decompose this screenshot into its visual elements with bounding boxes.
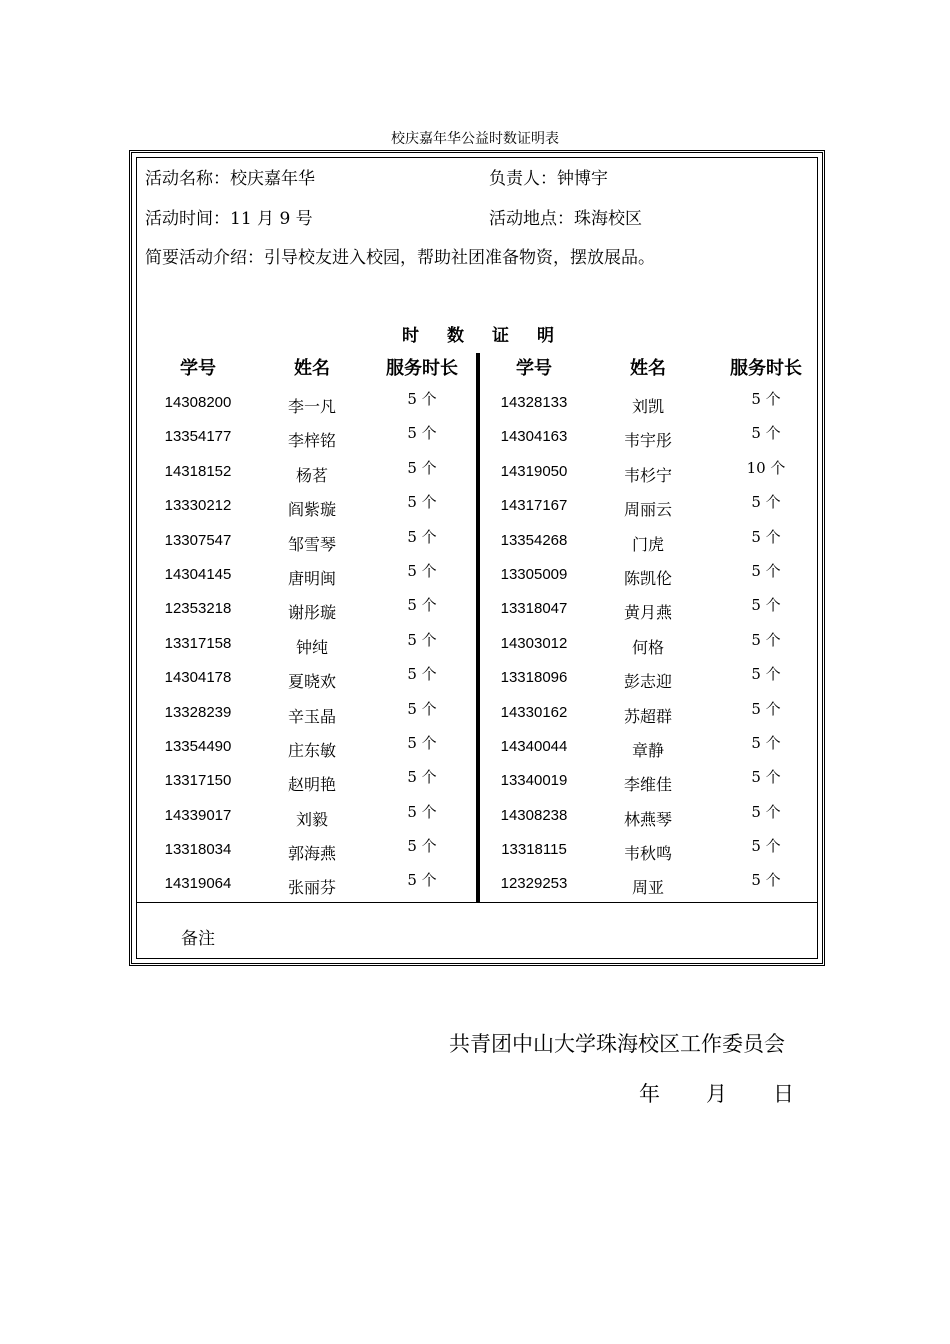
right-service-hours: 5 个 [751, 802, 781, 821]
issuing-organization: 共青团中山大学珠海校区工作委员会 [449, 1032, 785, 1056]
right-student-name: 黄月燕 [623, 603, 672, 623]
table-row [137, 663, 819, 697]
left-header-student-id: 学号 [180, 358, 216, 379]
right-student-name: 林燕琴 [623, 809, 672, 829]
right-service-hours: 5 个 [751, 837, 781, 856]
table-row [137, 388, 819, 422]
right-student-name: 陈凯伦 [623, 568, 672, 588]
table-row [137, 526, 819, 560]
right-student-name: 李维佳 [623, 775, 672, 795]
section-heading: 时数证明 [402, 326, 582, 346]
left-student-name: 刘毅 [295, 809, 328, 829]
date-line [639, 1078, 794, 1108]
table-row [137, 732, 819, 766]
right-student-id: 12329253 [500, 875, 568, 893]
right-student-name: 刘凯 [631, 397, 664, 416]
left-service-hours: 5 个 [407, 665, 437, 684]
right-student-name: 苏超群 [623, 706, 672, 726]
right-student-id: 13354268 [500, 531, 568, 549]
left-student-name: 郭海燕 [287, 844, 336, 864]
left-student-id: 13307547 [164, 531, 232, 549]
right-student-name: 彭志迎 [623, 672, 672, 692]
certificate-frame [129, 150, 825, 966]
left-student-name: 李梓铭 [287, 431, 336, 451]
left-service-hours: 5 个 [407, 699, 437, 718]
right-service-hours: 5 个 [751, 768, 781, 787]
left-service-hours: 5 个 [407, 802, 437, 821]
left-service-hours: 5 个 [407, 596, 437, 615]
left-student-id: 14318152 [164, 462, 232, 480]
right-service-hours: 5 个 [751, 424, 781, 443]
right-student-name: 韦秋鸣 [623, 844, 672, 864]
left-student-name: 张丽芬 [287, 878, 336, 898]
left-student-id: 12353218 [164, 600, 232, 618]
right-student-id: 14304163 [500, 428, 568, 446]
left-student-name: 唐明闽 [287, 568, 336, 588]
certificate-inner-frame [136, 157, 818, 959]
right-header-name: 姓名 [630, 358, 666, 379]
left-service-hours: 5 个 [407, 561, 437, 580]
volunteer-rows [137, 388, 819, 904]
left-student-id: 13317150 [164, 772, 232, 790]
right-student-name: 周丽云 [623, 500, 672, 520]
left-service-hours: 5 个 [407, 768, 437, 787]
left-student-id: 13328239 [164, 703, 232, 721]
left-student-id: 13330212 [164, 497, 232, 515]
left-student-id: 14319064 [164, 875, 232, 893]
right-student-name: 章静 [631, 740, 664, 760]
table-row [137, 560, 819, 594]
right-service-hours: 5 个 [751, 493, 781, 512]
date-month: 月 [706, 1082, 727, 1106]
left-student-id: 14304178 [164, 669, 232, 687]
table-row [137, 869, 819, 903]
left-service-hours: 5 个 [407, 424, 437, 443]
table-row [137, 766, 819, 800]
left-student-name: 庄东敏 [287, 740, 336, 760]
left-header-name: 姓名 [294, 358, 330, 379]
table-row [137, 801, 819, 835]
right-service-hours: 5 个 [751, 699, 781, 718]
remarks-divider [137, 902, 817, 903]
left-service-hours: 5 个 [407, 493, 437, 512]
right-student-id: 13318096 [500, 669, 568, 687]
left-student-id: 14304145 [164, 565, 232, 583]
right-service-hours: 5 个 [751, 871, 781, 890]
table-row [137, 629, 819, 663]
activity-location: 活动地点：珠海校区 [489, 209, 642, 229]
left-header-hours: 服务时长 [386, 358, 458, 379]
left-student-name: 钟纯 [295, 637, 328, 657]
right-student-id: 13318115 [501, 841, 567, 859]
right-service-hours: 5 个 [751, 527, 781, 546]
left-student-name: 夏晓欢 [287, 672, 336, 692]
left-service-hours: 5 个 [407, 458, 437, 477]
right-student-id: 14317167 [500, 497, 568, 515]
right-student-id: 13340019 [500, 772, 568, 790]
left-student-id: 13354177 [164, 428, 232, 446]
left-student-id: 14339017 [164, 806, 232, 824]
left-student-name: 辛玉晶 [287, 706, 336, 726]
left-service-hours: 5 个 [407, 630, 437, 649]
right-student-id: 14303012 [500, 634, 568, 652]
right-student-id: 14330162 [500, 703, 568, 721]
left-student-id: 13317158 [164, 634, 232, 652]
left-student-name: 阎紫璇 [287, 500, 336, 520]
document-title: 校庆嘉年华公益时数证明表 [391, 131, 559, 147]
right-service-hours: 5 个 [751, 733, 781, 752]
date-day: 日 [773, 1082, 794, 1106]
left-service-hours: 5 个 [407, 527, 437, 546]
right-service-hours: 5 个 [751, 665, 781, 684]
left-service-hours: 5 个 [407, 733, 437, 752]
table-row [137, 698, 819, 732]
right-header-hours: 服务时长 [730, 358, 802, 379]
right-student-id: 14319050 [500, 462, 568, 480]
activity-time: 活动时间：11 月 9 号 [145, 209, 313, 229]
right-student-name: 周亚 [631, 878, 664, 898]
right-student-name: 韦宇彤 [623, 431, 672, 451]
right-student-id: 14340044 [500, 737, 568, 755]
right-student-id: 13318047 [500, 600, 568, 618]
left-student-name: 杨茗 [295, 465, 328, 485]
left-student-id: 13318034 [164, 841, 232, 859]
right-service-hours: 10 个 [746, 458, 786, 477]
left-student-id: 13354490 [164, 737, 232, 755]
table-row [137, 422, 819, 456]
right-service-hours: 5 个 [751, 630, 781, 649]
right-service-hours: 5 个 [751, 390, 781, 408]
left-student-id: 14308200 [164, 394, 232, 411]
left-service-hours: 5 个 [407, 871, 437, 890]
left-student-name: 赵明艳 [287, 775, 336, 795]
left-student-name: 谢彤璇 [287, 603, 336, 623]
right-student-name: 韦杉宁 [623, 465, 672, 485]
left-service-hours: 5 个 [407, 390, 437, 408]
activity-leader: 负责人：钟博宇 [489, 169, 608, 189]
left-student-name: 李一凡 [287, 397, 336, 416]
table-row [137, 835, 819, 869]
right-student-id: 14308238 [500, 806, 568, 824]
left-student-name: 邹雪琴 [287, 534, 336, 554]
right-student-name: 何格 [631, 637, 664, 657]
activity-name: 活动名称：校庆嘉年华 [145, 169, 315, 189]
table-row [137, 491, 819, 525]
right-student-id: 13305009 [500, 565, 568, 583]
right-header-student-id: 学号 [516, 358, 552, 379]
left-service-hours: 5 个 [407, 837, 437, 856]
right-service-hours: 5 个 [751, 596, 781, 615]
date-year: 年 [639, 1082, 660, 1106]
activity-description: 简要活动介绍：引导校友进入校园，帮助社团准备物资，摆放展品。 [145, 248, 655, 268]
right-student-id: 14328133 [500, 394, 568, 411]
table-row [137, 457, 819, 491]
table-row [137, 594, 819, 628]
right-student-name: 门虎 [631, 534, 664, 554]
remarks-label: 备注 [181, 929, 215, 949]
right-service-hours: 5 个 [751, 561, 781, 580]
